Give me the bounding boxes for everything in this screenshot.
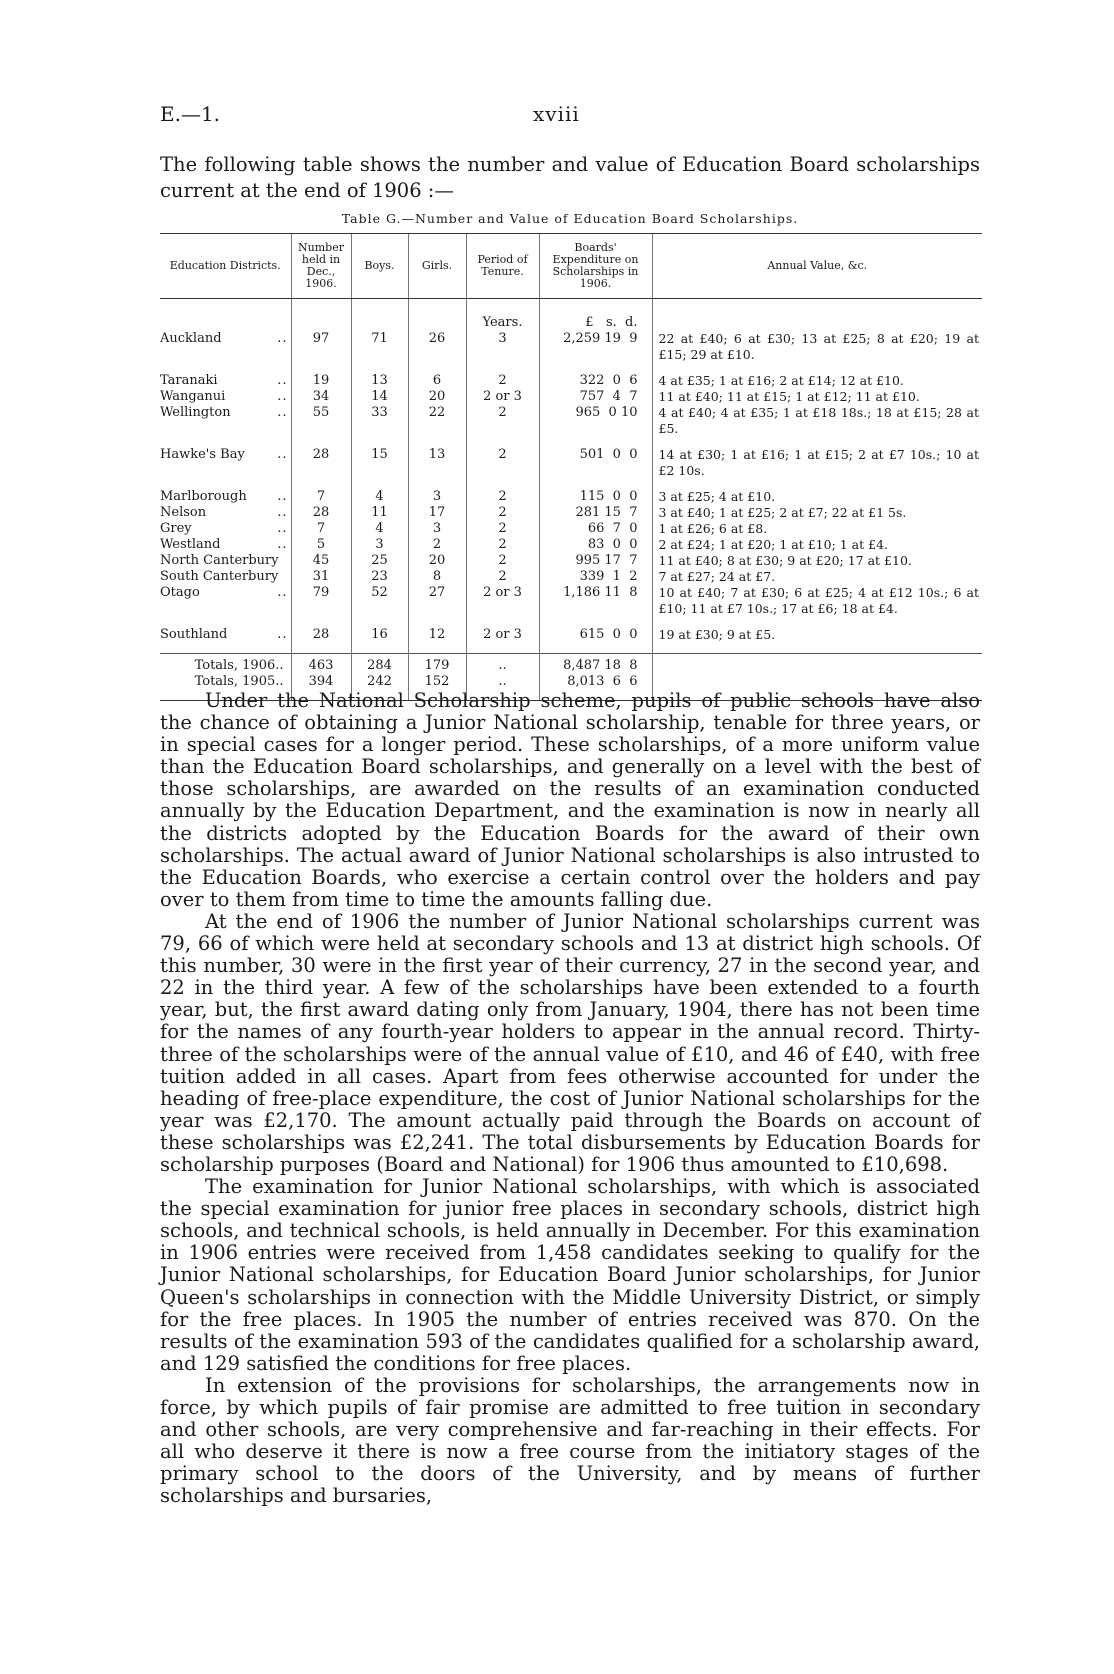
expenditure-cell: 965 0 10 [539, 405, 652, 437]
units-cell [408, 299, 466, 332]
district-name: North Canterbury [160, 553, 279, 568]
table-row [160, 489, 982, 505]
boys-cell: 3 [351, 537, 408, 553]
units-row [160, 299, 982, 332]
spacer-cell [652, 479, 982, 489]
spacer-cell [539, 479, 652, 489]
held-cell: 45 [291, 553, 351, 569]
spacer-cell [351, 437, 408, 447]
row-spacer [160, 437, 982, 447]
boys-cell: 11 [351, 505, 408, 521]
annual-value-cell: 2 at £24; 1 at £20; 1 at £10; 1 at £4. [652, 537, 982, 553]
held-cell: 28 [291, 627, 351, 643]
column-header: Annual Value, &c. [652, 234, 982, 299]
held-cell: 97 [291, 331, 351, 363]
spacer-cell [351, 363, 408, 373]
spacer-cell [652, 617, 982, 627]
table-body [160, 299, 982, 701]
spacer-cell [408, 643, 466, 654]
spacer-cell [652, 363, 982, 373]
district-cell [160, 389, 291, 405]
spacer-cell [160, 363, 291, 373]
column-header: Period of Tenure. [466, 234, 539, 299]
table-row [160, 627, 982, 643]
held-cell: 55 [291, 405, 351, 437]
held-cell: 31 [291, 569, 351, 585]
annual-value-cell: 19 at £30; 9 at £5. [652, 627, 982, 643]
table-row [160, 505, 982, 521]
annual-value-cell: 4 at £40; 4 at £35; 1 at £18 18s.; 18 at £15; 28 at £5. [652, 405, 982, 437]
annual-value-cell: 14 at £30; 1 at £16; 1 at £15; 2 at £7 10s.; 10 at £2 10s. [652, 447, 982, 479]
expenditure-cell: 339 1 2 [539, 569, 652, 585]
expenditure-unit: £ s. d. [539, 299, 652, 332]
district-name: Southland [160, 627, 228, 642]
boys-cell: 284 [351, 654, 408, 675]
period-unit: Years. [466, 299, 539, 332]
held-cell: 79 [291, 585, 351, 617]
held-cell: 7 [291, 489, 351, 505]
spacer-cell [539, 643, 652, 654]
district-name: Hawke's Bay [160, 447, 245, 462]
district-cell [160, 505, 291, 521]
expenditure-cell: 66 7 0 [539, 521, 652, 537]
period-cell: 2 or 3 [466, 627, 539, 643]
table-row [160, 389, 982, 405]
table-caption: Table G.—Number and Value of Education Board Scholarships. [341, 211, 799, 226]
spacer-cell [408, 437, 466, 447]
period-cell: 3 [466, 331, 539, 363]
period-cell: 2 [466, 489, 539, 505]
spacer-cell [160, 643, 291, 654]
annual-value-cell: 11 at £40; 11 at £15; 1 at £12; 11 at £10. [652, 389, 982, 405]
body-text [160, 690, 980, 1507]
totals-label-cell [160, 654, 291, 675]
table-row [160, 447, 982, 479]
units-cell [351, 299, 408, 332]
column-header: Education Districts. [160, 234, 291, 299]
leader-dots: .. [277, 537, 288, 552]
period-cell: 2 [466, 537, 539, 553]
annual-value-cell: 7 at £27; 24 at £7. [652, 569, 982, 585]
district-cell [160, 537, 291, 553]
spacer-cell [351, 617, 408, 627]
annual-value-cell [652, 654, 982, 675]
spacer-cell [539, 363, 652, 373]
girls-cell: 6 [408, 373, 466, 389]
leader-dots: .. [277, 331, 288, 346]
spacer-cell [160, 617, 291, 627]
period-cell: 2 [466, 373, 539, 389]
row-spacer [160, 479, 982, 489]
spacer-cell [466, 643, 539, 654]
held-cell: 34 [291, 389, 351, 405]
girls-cell: 3 [408, 521, 466, 537]
boys-cell: 33 [351, 405, 408, 437]
district-name: Taranaki [160, 373, 218, 388]
district-name: Grey [160, 521, 192, 536]
district-name: Wanganui [160, 389, 226, 404]
expenditure-cell: 615 0 0 [539, 627, 652, 643]
annual-value-cell: 4 at £35; 1 at £16; 2 at £14; 12 at £10. [652, 373, 982, 389]
boys-cell: 13 [351, 373, 408, 389]
district-name: South Canterbury [160, 569, 279, 584]
annual-value-cell: 22 at £40; 6 at £30; 13 at £25; 8 at £20; 19 at £15; 29 at £10. [652, 331, 982, 363]
column-header: Boards' Expenditure on Scholarships in 1906. [539, 234, 652, 299]
expenditure-cell: 115 0 0 [539, 489, 652, 505]
paragraph: The examination for Junior National scholarships, with which is associated the special examination for junior free places in secondary schools, district high schools, and technical schools, is held annually in December. For this examination in 1906 entries were received from 1,458 candidates seeking to qualify for the Junior National scholarships, for Education Board Junior scholarships, for Junior Queen's scholarships in connection with the Middle University District, or simply for the free places. In 1905 the number of entries received was 870. On the results of the examination 593 of the candidates qualified for a scholarship award, and 129 satisfied the conditions for free places. [160, 1175, 980, 1375]
district-name: Otago [160, 585, 200, 600]
girls-cell: 12 [408, 627, 466, 643]
district-name: Auckland [160, 331, 222, 346]
held-cell: 28 [291, 447, 351, 479]
units-cell [652, 299, 982, 332]
district-cell [160, 553, 291, 569]
spacer-cell [408, 479, 466, 489]
table-row [160, 569, 982, 585]
intro-text: The following table shows the number and value of Education Board scholarships current at the end of 1906 :— [160, 153, 980, 202]
table-row [160, 553, 982, 569]
district-cell [160, 373, 291, 389]
table-row [160, 331, 982, 363]
period-cell: 2 [466, 521, 539, 537]
district-name: Marlborough [160, 489, 247, 504]
paragraph: At the end of 1906 the number of Junior National scholarships current was 79, 66 of which were held at secondary schools and 13 at district high schools. Of this number, 30 were in the first year of their currency, 27 in the second year, and 22 in the third year. A few of the scholarships have been extended to a fourth year, but, the first award dating only from January, 1904, there has not been time for the names of any fourth-year holders to appear in the annual record. Thirty-three of the scholarships were of the annual value of £10, and 46 of £40, with free tuition added in all cases. Apart from fees otherwise accounted for under the heading of free-place expenditure, the cost of Junior National scholarships for the year was £2,170. The amount actually paid through the Boards on account of these scholarships was £2,241. The total disbursements by Education Boards for scholarship purposes (Board and National) for 1906 thus amounted to £10,698. [160, 909, 980, 1176]
spacer-cell [466, 617, 539, 627]
period-cell: 2 [466, 569, 539, 585]
girls-cell: 13 [408, 447, 466, 479]
district-cell [160, 585, 291, 617]
district-name: Wellington [160, 405, 231, 420]
held-cell: 7 [291, 521, 351, 537]
spacer-cell [408, 363, 466, 373]
leader-dots: .. [277, 389, 288, 404]
district-cell [160, 489, 291, 505]
period-cell: 2 [466, 505, 539, 521]
spacer-cell [291, 617, 351, 627]
boys-cell: 242 [351, 674, 408, 701]
leader-dots: .. [277, 405, 288, 420]
table-row [160, 373, 982, 389]
spacer-cell [466, 437, 539, 447]
spacer-cell [539, 617, 652, 627]
expenditure-cell: 83 0 0 [539, 537, 652, 553]
leader-dots: .. [277, 627, 288, 642]
spacer-cell [466, 479, 539, 489]
period-cell: .. [466, 674, 539, 701]
spacer-cell [408, 617, 466, 627]
expenditure-cell: 8,013 6 6 [539, 674, 652, 701]
leader-dots: .. [277, 505, 288, 520]
spacer-cell [539, 437, 652, 447]
row-spacer [160, 643, 982, 654]
leader-dots: .. [277, 373, 288, 388]
expenditure-cell: 501 0 0 [539, 447, 652, 479]
spacer-cell [652, 437, 982, 447]
boys-cell: 4 [351, 521, 408, 537]
leader-dots: .. [277, 489, 288, 504]
girls-cell: 27 [408, 585, 466, 617]
district-cell [160, 627, 291, 643]
expenditure-cell: 995 17 7 [539, 553, 652, 569]
units-cell [291, 299, 351, 332]
column-header: Number held in Dec., 1906. [291, 234, 351, 299]
scholarship-table [160, 233, 982, 701]
totals-label: Totals, 1905.. [194, 674, 284, 689]
annual-value-cell: 11 at £40; 8 at £30; 9 at £20; 17 at £10. [652, 553, 982, 569]
expenditure-cell: 8,487 18 8 [539, 654, 652, 675]
district-cell [160, 405, 291, 437]
spacer-cell [291, 479, 351, 489]
spacer-cell [291, 437, 351, 447]
table-row [160, 521, 982, 537]
scholarship-table-container [160, 233, 982, 701]
held-cell: 19 [291, 373, 351, 389]
spacer-cell [291, 363, 351, 373]
leader-dots: .. [277, 521, 288, 536]
spacer-cell [351, 479, 408, 489]
spacer-cell [160, 437, 291, 447]
period-cell: 2 [466, 447, 539, 479]
table-row [160, 585, 982, 617]
spacer-cell [291, 643, 351, 654]
district-name: Westland [160, 537, 221, 552]
table-row [160, 537, 982, 553]
girls-cell: 20 [408, 553, 466, 569]
table-row [160, 405, 982, 437]
table-header-row [160, 234, 982, 299]
annual-value-cell: 3 at £40; 1 at £25; 2 at £7; 22 at £1 5s. [652, 505, 982, 521]
girls-cell: 17 [408, 505, 466, 521]
spacer-cell [351, 643, 408, 654]
expenditure-cell: 281 15 7 [539, 505, 652, 521]
period-cell: .. [466, 654, 539, 675]
girls-cell: 20 [408, 389, 466, 405]
annual-value-cell: 10 at £40; 7 at £30; 6 at £25; 4 at £12 10s.; 6 at £10; 11 at £7 10s.; 17 at £6; 18 at £4. [652, 585, 982, 617]
paragraph: In extension of the provisions for scholarships, the arrangements now in force, by which pupils of fair promise are admitted to free tuition in secondary and other schools, are very comprehensive and far-reaching in their effects. For all who deserve it there is now a free course from the initiatory stages of the primary school to the doors of the University, and by means of further scholarships and bursaries, [160, 1373, 980, 1508]
held-cell: 5 [291, 537, 351, 553]
leader-dots: .. [277, 447, 288, 462]
page-reference: E.—1. [160, 102, 221, 126]
boys-cell: 52 [351, 585, 408, 617]
boys-cell: 71 [351, 331, 408, 363]
totals-label: Totals, 1906.. [194, 658, 284, 673]
district-cell [160, 331, 291, 363]
boys-cell: 15 [351, 447, 408, 479]
expenditure-cell: 757 4 7 [539, 389, 652, 405]
expenditure-cell: 322 0 6 [539, 373, 652, 389]
period-cell: 2 [466, 405, 539, 437]
boys-cell: 25 [351, 553, 408, 569]
district-cell [160, 521, 291, 537]
district-cell [160, 447, 291, 479]
spacer-cell [466, 363, 539, 373]
period-cell: 2 or 3 [466, 389, 539, 405]
girls-cell: 3 [408, 489, 466, 505]
boys-cell: 4 [351, 489, 408, 505]
period-cell: 2 [466, 553, 539, 569]
period-cell: 2 or 3 [466, 585, 539, 617]
district-cell [160, 569, 291, 585]
row-spacer [160, 363, 982, 373]
expenditure-cell: 1,186 11 8 [539, 585, 652, 617]
held-cell: 394 [291, 674, 351, 701]
girls-cell: 26 [408, 331, 466, 363]
girls-cell: 152 [408, 674, 466, 701]
spacer-cell [160, 479, 291, 489]
expenditure-cell: 2,259 19 9 [539, 331, 652, 363]
boys-cell: 16 [351, 627, 408, 643]
row-spacer [160, 617, 982, 627]
girls-cell: 8 [408, 569, 466, 585]
paragraph: Under the National Scholarship scheme, pupils of public schools have also the chance of obtaining a Junior National scholarship, tenable for three years, or in special cases for a longer period. These scholarships, of a more uniform value than the Education Board scholarships, and generally on a level with the best of those scholarships, are awarded on the results of an examination conducted annually by the Education Department, and the examination is now in nearly all the districts adopted by the Education Boards for the award of their own scholarships. The actual award of Junior National scholarships is also intrusted to the Education Boards, who exercise a certain control over the holders and pay over to them from time to time the amounts falling due. [160, 689, 980, 911]
boys-cell: 14 [351, 389, 408, 405]
page-number: xviii [533, 102, 580, 126]
girls-cell: 2 [408, 537, 466, 553]
column-header: Girls. [408, 234, 466, 299]
girls-cell: 22 [408, 405, 466, 437]
units-cell [160, 299, 291, 332]
district-name: Nelson [160, 505, 207, 520]
held-cell: 28 [291, 505, 351, 521]
held-cell: 463 [291, 654, 351, 675]
annual-value-cell: 3 at £25; 4 at £10. [652, 489, 982, 505]
column-header: Boys. [351, 234, 408, 299]
totals-row [160, 654, 982, 675]
annual-value-cell: 1 at £26; 6 at £8. [652, 521, 982, 537]
spacer-cell [652, 643, 982, 654]
leader-dots: .. [277, 585, 288, 600]
boys-cell: 23 [351, 569, 408, 585]
girls-cell: 179 [408, 654, 466, 675]
